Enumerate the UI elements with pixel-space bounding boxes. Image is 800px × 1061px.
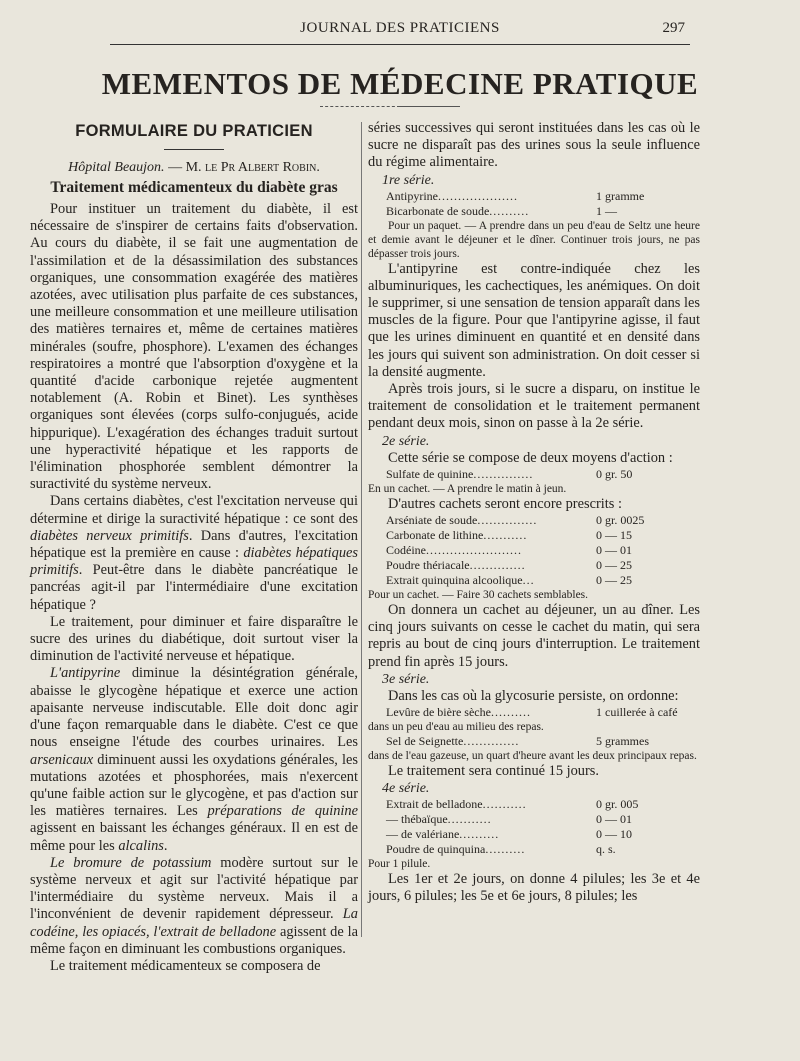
- leader-dots: ...........: [482, 797, 527, 812]
- paragraph-5: [30, 855, 358, 958]
- prescription-row: [368, 797, 700, 812]
- drug-label: Arséniate de soude: [386, 513, 478, 528]
- leader-dots: ...: [522, 573, 535, 588]
- right-column: [368, 120, 700, 906]
- drug-label: — de valériane: [386, 827, 460, 842]
- note-2: En un cachet. — A prendre le matin à jeun.: [368, 482, 567, 495]
- leader-dots: ........................: [426, 543, 522, 558]
- drug-name: [386, 467, 533, 482]
- hospital-line: [30, 160, 358, 176]
- drug-name: [386, 842, 525, 857]
- drug-label: Poudre thériacale: [386, 558, 470, 573]
- author-name: M. le Pr Albert Robin.: [185, 160, 320, 175]
- p4-text-a: diminue la désintégration générale, abaisse le glycogène hépatique et exerce une action apaisante nerveuse indiscutable. Elle doit donc agir d'une façon remarquable dans le diabète. C'est ce que nous enseigne l'étude des courbes urinaires. Les: [30, 665, 358, 751]
- column-divider: [361, 122, 362, 937]
- drug-quantity: 0 — 25: [596, 573, 632, 588]
- drug-label: Sulfate de quinine: [386, 466, 474, 481]
- header-rule: [110, 44, 690, 45]
- p5-text-b: agissent de la même façon en diminuant les combustions organiques.: [30, 923, 358, 957]
- p2-italic-b: diabètes hépatiques primitifs: [30, 545, 359, 579]
- leader-dots: ..........: [490, 705, 531, 720]
- drug-label: Codéine: [386, 543, 426, 558]
- paragraph-6: Le traitement médicamenteux se composera de: [50, 957, 321, 974]
- page-title: MEMENTOS DE MÉDECINE PRATIQUE: [101, 66, 699, 101]
- p5-italic-a: Le bromure de potassium: [50, 854, 212, 871]
- paragraph-2: [30, 493, 358, 613]
- r-paragraph-2: L'antipyrine est contre-indiquée chez les albuminuriques, les cachectiques, les anémiques. On doit le supprimer, si une sensation de tension apparaît dans les muscles de la figure. Pour que l'antipyrine agisse, il faut que les urines diminuent en quantité et en densité dans les jours qui suivent son administration. On doit cesser si la densité augmente.: [368, 260, 700, 380]
- serie-4-label: 4e série.: [382, 781, 430, 797]
- hospital-name: Hôpital Beaujon.: [68, 160, 165, 175]
- drug-name: [386, 189, 518, 204]
- r-paragraph-3: Après trois jours, si le sucre a disparu, on institue le traitement de consolidation et le traitement permanent pendant deux mois, sinon on passe à la 2e série.: [368, 381, 700, 432]
- serie-3-label: 3e série.: [382, 671, 430, 687]
- drug-label: Levûre de bière sèche: [386, 705, 491, 720]
- drug-quantity: q. s.: [596, 842, 616, 857]
- paragraph-4: [30, 665, 358, 854]
- prescription-6: [368, 797, 700, 857]
- drug-quantity: 0 gr. 0025: [596, 513, 645, 528]
- p2-italic-a: diabètes nerveux primitifs: [30, 527, 189, 544]
- drug-quantity: 0 — 15: [596, 528, 632, 543]
- prescription-row: [368, 827, 700, 842]
- drug-quantity: 0 gr. 50: [596, 466, 633, 481]
- leader-dots: ..............: [463, 734, 520, 749]
- p2-text-c: . Peut-être dans le diabète pancréatique le pancréas agit-il par l'intermédiaire d'une excitation hépatique ?: [30, 562, 358, 613]
- serie-1-label: 1re série.: [382, 172, 435, 188]
- prescription-row: [368, 528, 700, 543]
- drug-name: [386, 204, 529, 219]
- drug-name: [386, 734, 519, 749]
- drug-quantity: 0 — 25: [596, 558, 632, 573]
- serie-2-label: 2e série.: [382, 433, 430, 449]
- note-4: dans un peu d'eau au milieu des repas.: [368, 721, 544, 734]
- prescription-row: [368, 513, 700, 528]
- drug-label: Bicarbonate de soude: [386, 203, 490, 218]
- drug-quantity: 1 gramme: [596, 188, 645, 203]
- drug-quantity: 5 grammes: [596, 734, 649, 749]
- prescription-row: [368, 204, 700, 219]
- prescription-row: [368, 573, 700, 588]
- note-3: Pour un cachet. — Faire 30 cachets semblables.: [368, 589, 589, 602]
- r-paragraph-8: Le traitement sera continué 15 jours.: [388, 763, 599, 780]
- p4-text-b: diminuent aussi les oxydations générales, les mutations azotées et phosphorées, mais n'exercent qu'une faible action sur le glycogène, et pas d'action sur les matières ternaires. Les: [30, 751, 358, 820]
- p5-text-a: modère surtout sur le système nerveux et agit sur l'activité hépatique par l'intermédiaire du système nerveux. Mais il a l'inconvénient de devenir rapidement dépresseur.: [30, 854, 358, 923]
- leader-dots: ...............: [473, 466, 534, 481]
- p4-text-d: .: [163, 837, 168, 854]
- drug-label: Extrait quinquina alcoolique: [386, 573, 523, 588]
- leader-dots: ...............: [477, 513, 538, 528]
- drug-quantity: 0 — 01: [596, 812, 632, 827]
- r-paragraph-6: On donnera un cachet au déjeuner, un au dîner. Les cinq jours suivants on cesse le cachet du matin, qui sera repris au bout de cinq jours d'interruption. Le traitement prend fin après 15 jours.: [368, 602, 700, 670]
- p2-text-b: . Dans d'autres, l'excitation hépatique est la première en cause :: [30, 527, 358, 562]
- leader-dots: ...........: [483, 528, 528, 543]
- drug-name: [386, 827, 499, 842]
- drug-name: [386, 543, 522, 558]
- drug-quantity: 0 gr. 005: [596, 797, 639, 812]
- p4-text-c: agissent en baissant les échanges généraux. Il en est de même pour les: [30, 820, 358, 854]
- leader-dots: ..........: [485, 842, 526, 857]
- drug-name: [386, 797, 527, 812]
- prescription-row: [368, 734, 700, 749]
- prescription-1: [368, 189, 700, 219]
- drug-quantity: 0 — 10: [596, 827, 632, 842]
- section-heading: FORMULAIRE DU PRATICIEN: [75, 122, 313, 140]
- leader-dots: ....................: [438, 188, 518, 203]
- drug-name: [386, 558, 526, 573]
- drug-name: [386, 812, 492, 827]
- p4-italic-a: L'antipyrine: [50, 665, 121, 682]
- prescription-row: [368, 467, 700, 482]
- leader-dots: ..........: [489, 203, 530, 218]
- drug-label: Sel de Seignette: [386, 734, 464, 749]
- prescription-4: [368, 705, 700, 720]
- p2-text-a: Dans certains diabètes, c'est l'excitation nerveuse qui détermine et dirige la suractivité hépatique : ce sont des: [30, 493, 358, 527]
- drug-name: [386, 513, 537, 528]
- drug-name: [386, 528, 527, 543]
- drug-label: — thébaïque: [386, 812, 448, 827]
- prescription-2: [368, 467, 700, 482]
- leader-dots: ..............: [469, 558, 526, 573]
- leader-dots: ..........: [459, 827, 500, 842]
- drug-label: Carbonate de lithine: [386, 528, 484, 543]
- drug-label: Extrait de belladone: [386, 797, 483, 812]
- left-column: [30, 120, 358, 975]
- p5-italic-b: La codéine, les opiacés, l'extrait de belladone: [30, 906, 358, 940]
- r-paragraph-9: Les 1er et 2e jours, on donne 4 pilules; les 3e et 4e jours, 6 pilules; les 5e et 6e jours, 8 pilules; les: [368, 871, 700, 905]
- drug-label: Poudre de quinquina: [386, 842, 486, 857]
- drug-name: [386, 573, 535, 588]
- prescription-row: [368, 543, 700, 558]
- prescription-row: [368, 842, 700, 857]
- drug-quantity: 1 —: [596, 203, 617, 218]
- drug-label: Antipyrine: [386, 188, 438, 203]
- title-ornament-2: [400, 106, 460, 107]
- r-paragraph-1: séries successives qui seront instituées dans les cas où le sucre ne disparaît pas des urines sous la seule influence du régime alimentaire.: [368, 120, 700, 171]
- prescription-row: [368, 558, 700, 573]
- article-title: Traitement médicamenteux du diabète gras: [50, 179, 338, 196]
- running-header: [0, 20, 800, 40]
- drug-quantity: 1 cuillerée à café: [596, 705, 678, 720]
- r-paragraph-5: D'autres cachets seront encore prescrits :: [388, 495, 622, 512]
- note-5: dans de l'eau gazeuse, un quart d'heure avant les deux principaux repas.: [368, 750, 697, 763]
- p4-italic-b: arsenicaux: [30, 751, 94, 768]
- prescription-5: [368, 734, 700, 749]
- hospital-dash: —: [164, 160, 186, 175]
- prescription-row: [368, 189, 700, 204]
- note-6: Pour 1 pilule.: [368, 858, 431, 871]
- prescription-3: [368, 513, 700, 588]
- r-paragraph-4: Cette série se compose de deux moyens d'action :: [388, 449, 673, 466]
- prescription-row: [368, 705, 700, 720]
- section-rule: [164, 149, 224, 150]
- drug-quantity: 0 — 01: [596, 543, 632, 558]
- paragraph-3: Le traitement, pour diminuer et faire disparaître le sucre des urines du diabétique, doit surtout viser la diminution de l'activité nerveuse et hépatique.: [30, 613, 358, 665]
- p4-italic-d: alcalins: [118, 837, 164, 854]
- page-number: 297: [662, 20, 685, 36]
- p4-italic-c: préparations de quinine: [207, 803, 358, 820]
- paragraph-1: Pour instituer un traitement du diabète, il est nécessaire de s'inspirer de certains faits d'observation. Au cours du diabète, il se fait une augmentation de l'assimilation et de la désassimilation des substances organiques, une consommation exagérée des matières azotées, avec utilisation plus parfaite de ces substances, une meilleure consommation et une meilleure utilisation des matières ternaires et, même de certaines matières minérales (soufre, phosphore). L'examen des échanges respiratoires a montré que l'absorption d'oxygène et la quantité d'acide carbonique rejetée augmentent notablement (A. Robin et Binet). Les synthèses organiques sont élevées (corps sulfo-conjugués, acide hippurique). L'exagération des échanges traduit surtout une hyperactivité hépatique et les rapports de l'élimination phosphorée semblent démontrer la suractivité du système nerveux.: [30, 201, 358, 493]
- note-1: Pour un paquet. — A prendre dans un peu d'eau de Seltz une heure et demie avant le déjeuner et le dîner. Continuer trois jours, ne pas dépasser trois jours.: [368, 219, 700, 260]
- leader-dots: ...........: [447, 812, 492, 827]
- prescription-row: [368, 812, 700, 827]
- journal-name: JOURNAL DES PRATICIENS: [300, 20, 500, 36]
- r-paragraph-7: Dans les cas où la glycosurie persiste, on ordonne:: [388, 687, 679, 704]
- title-ornament: [320, 106, 400, 107]
- drug-name: [386, 705, 531, 720]
